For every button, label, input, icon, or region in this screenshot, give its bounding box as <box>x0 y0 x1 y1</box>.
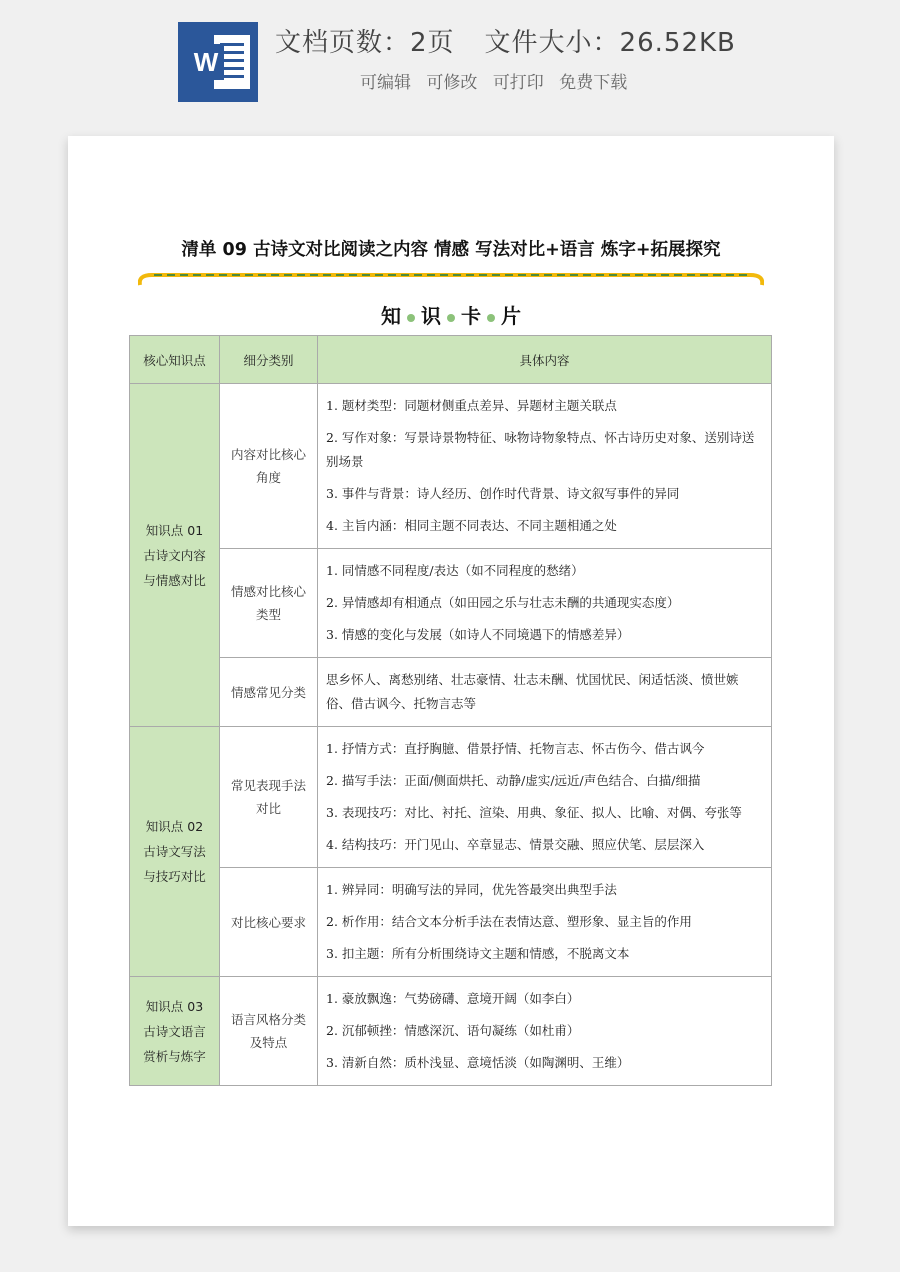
content-item: 4. 结构技巧：开门见山、卒章显志、情景交融、照应伏笔、层层深入 <box>326 837 705 852</box>
action-printable: 可打印 <box>492 73 544 93</box>
sub-category: 内容对比核心角度 <box>220 384 318 549</box>
download-banner <box>0 0 900 130</box>
table-row <box>130 384 772 549</box>
content-item: 2. 析作用：结合文本分析手法在表情达意、塑形象、显主旨的作用 <box>326 914 692 929</box>
content-cell <box>318 868 772 977</box>
dot-icon <box>487 314 495 322</box>
file-size: 文件大小：26.52KB <box>484 28 736 58</box>
content-item: 4. 主旨内涵：相同主题不同表达、不同主题相通之处 <box>326 518 617 533</box>
content-item: 2. 沉郁顿挫：情感深沉、语句凝练（如杜甫） <box>326 1023 580 1038</box>
knowledge-card-title: 知 识 卡 片 <box>381 304 521 328</box>
dot-icon <box>407 314 415 322</box>
action-modifiable: 可修改 <box>426 73 478 93</box>
sub-category: 情感常见分类 <box>220 658 318 727</box>
table-row <box>130 868 772 977</box>
action-editable: 可编辑 <box>360 73 411 93</box>
sub-category: 常见表现手法对比 <box>220 727 318 868</box>
word-doc-icon: W <box>178 22 258 102</box>
content-item: 1. 同情感不同程度/表达（如不同程度的愁绪） <box>326 563 584 578</box>
content-cell <box>318 658 772 727</box>
content-item: 1. 豪放飘逸：气势磅礴、意境开阔（如李白） <box>326 991 580 1006</box>
content-item: 1. 辨异同：明确写法的异同，优先答最突出典型手法 <box>326 882 617 897</box>
file-meta <box>275 22 736 59</box>
core-point: 知识点 01 古诗文内容与情感对比 <box>130 384 220 727</box>
content-item: 2. 异情感却有相通点（如田园之乐与壮志未酬的共通现实态度） <box>326 595 680 610</box>
sub-category: 情感对比核心类型 <box>220 549 318 658</box>
header-content: 具体内容 <box>318 336 772 384</box>
sub-category: 语言风格分类及特点 <box>220 977 318 1086</box>
file-actions <box>360 68 637 93</box>
content-item: 2. 描写手法：正面/侧面烘托、动静/虚实/远近/声色结合、白描/细描 <box>326 773 701 788</box>
content-item: 2. 写作对象：写景诗景物特征、咏物诗物象特点、怀古诗历史对象、送别诗送别场景 <box>326 430 755 469</box>
content-item: 3. 事件与背景：诗人经历、创作时代背景、诗文叙写事件的异同 <box>326 486 680 501</box>
content-item: 1. 题材类型：同题材侧重点差异、异题材主题关联点 <box>326 398 617 413</box>
table-header-row <box>130 336 772 384</box>
dot-icon <box>447 314 455 322</box>
content-cell <box>318 549 772 658</box>
core-point: 知识点 02 古诗文写法与技巧对比 <box>130 727 220 977</box>
document-title: 清单 09 古诗文对比阅读之内容 情感 写法对比+语言 炼字+拓展探究 <box>181 240 721 260</box>
knowledge-table <box>129 335 772 1086</box>
action-free-download[interactable]: 免费下载 <box>559 73 628 93</box>
table-row <box>130 658 772 727</box>
content-item: 3. 扣主题：所有分析围绕诗文主题和情感，不脱离文本 <box>326 946 630 961</box>
title-ornament <box>138 267 764 289</box>
page-count: 文档页数：2页 <box>275 28 455 58</box>
table-row <box>130 549 772 658</box>
content-cell <box>318 977 772 1086</box>
table-row <box>130 727 772 868</box>
content-item: 1. 抒情方式：直抒胸臆、借景抒情、托物言志、怀古伤今、借古讽今 <box>326 741 705 756</box>
document-page <box>68 136 834 1226</box>
table-row <box>130 977 772 1086</box>
content-item: 3. 清新自然：质朴浅显、意境恬淡（如陶渊明、王维） <box>326 1055 630 1070</box>
content-item: 3. 情感的变化与发展（如诗人不同境遇下的情感差异） <box>326 627 630 642</box>
header-core: 核心知识点 <box>130 336 220 384</box>
sub-category: 对比核心要求 <box>220 868 318 977</box>
core-point: 知识点 03 古诗文语言赏析与炼字 <box>130 977 220 1086</box>
content-item: 3. 表现技巧：对比、衬托、渲染、用典、象征、拟人、比喻、对偶、夸张等 <box>326 805 742 820</box>
header-sub: 细分类别 <box>220 336 318 384</box>
content-item: 思乡怀人、离愁别绪、壮志豪情、壮志未酬、忧国忧民、闲适恬淡、愤世嫉俗、借古讽今、托物言志等 <box>326 672 739 711</box>
content-cell <box>318 384 772 549</box>
content-cell <box>318 727 772 868</box>
